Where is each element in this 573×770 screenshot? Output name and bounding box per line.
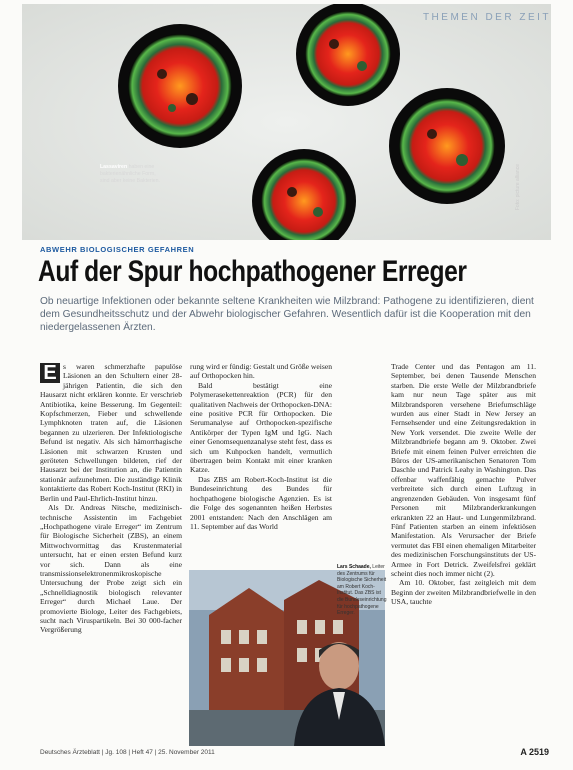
paragraph: Bald bestätigt eine Polymerasekettenreaktion (PCR) für den qualitativen Nachweis der Orthopocken-DNA: eine positive PCR für Orthopocken. Die Serumanalyse auf Orthopocken-spezifische Antikörper der Typen IgM und IgG. Nach einer Genomsequenzanalyse steht fest, dass es sich um Kuhpocken handelt, vermutlich übertragen beim Kontakt mit einer kranken Katze. xyxy=(190,380,332,475)
paragraph: Am 10. Oktober, fast zeitgleich mit dem Beginn der zweiten Milzbrandbriefwelle in den USA, tauchte xyxy=(391,578,536,607)
article-column-3 xyxy=(391,362,536,607)
photo-caption xyxy=(337,564,387,617)
virus-particle-icon xyxy=(389,88,505,204)
virus-micrograph xyxy=(22,4,551,240)
page-number: A 2519 xyxy=(520,747,549,757)
article-title: Auf der Spur hochpathogener Erreger xyxy=(38,255,467,288)
paragraph: Das ZBS am Robert-Koch-Institut ist die Bundeseinrichtung des Bundes für hochpathogene biologische Agenzien. Es ist die Folge des sogenannten heißen Herbstes 2001 entstanden: Nach den Anschlägen am 11. September auf das World xyxy=(190,474,332,531)
hero-caption-bold: Lassaviren xyxy=(100,164,128,170)
article-column-2 xyxy=(190,362,332,531)
article-column-1 xyxy=(40,362,182,635)
virus-particle-icon xyxy=(296,4,400,106)
hero-image xyxy=(22,4,551,240)
paragraph: Trade Center und das Pentagon am 11. September, bei denen Tausende Menschen starben. Die erste Welle der Milzbrandbriefe kam nur neun Tage später aus mit Milzbrandsporen versehene Briefumschläge wurden aus einer Stadt in New Jersey an Fernsehsender und eine Zeitungsredaktion in New York versendet. Die zweite Welle der Milzbrandbriefe begann am 9. Oktober. Zwei Briefe mit einem feinen Pulver erreichten die Büros der US-amerikanischen Senatoren Tom Daschle und Patrick Leahy in Washington. Das offenbar waffenfähig gemachte Pulver verbreitete sich durch einen Luftzug in angrenzenden Gebäuden. Von insgesamt fünf Personen mit Milzbranderkrankungen erkrankten 22 an Haut- und Lungenmilzbrand. Fünf Patienten starben an einem infektiösen Manifestation. Als Verursacher der Briefe vermutet das FBI einen ehemaligen Mitarbeiter des medizinischen Forschungsinstituts der US-Armee in Fort Detrick. Zweifelsfrei geklärt scheint dies noch immer nicht (2). xyxy=(391,362,536,578)
article-kicker: ABWEHR BIOLOGISCHER GEFAHREN xyxy=(40,245,195,254)
article-lead: Ob neuartige Infektionen oder bekannte seltene Krankheiten wie Milzbrand: Pathogene zu identifizieren, dient dem Gesundheitsschutz und der Abwehr biologischer Gefahren. Wesentlich dafür ist die Kooperation mit den niedergelassenen Ärzten. xyxy=(40,296,534,333)
paragraph: rung wird er fündig: Gestalt und Größe weisen auf Orthopocken hin. xyxy=(190,362,332,381)
section-tag: THEMEN DER ZEIT xyxy=(422,12,551,23)
virus-particle-icon xyxy=(118,24,242,148)
paragraph: Als Dr. Andreas Nitsche, medizinisch-technische Assistentin im Fachgebiet „Hochpathogene virale Erreger“ im Zentrum für Biologische Sicherheit (ZBS), an einem Mittwochvormittag das Krustenmaterial untersucht, hat er einen ersten Befund kurz vor sich. Dann als eine transmissionselektronenmikroskopische Untersuchung der Probe zeigt sich ein „Schnelldiagnostik biologisch relevanter Erreger“ durch Michael Laue. Der promovierte Biologe, Leiter des Fachgebiets, sucht nach Viruspartikeln. Bei 30 000-facher Vergrößerung xyxy=(40,503,182,635)
hero-caption-text: haben eine bakterienähnliche Form, sind aber keine Bakterien. xyxy=(100,164,160,184)
paragraph: s waren schmerzhafte papulöse Läsionen an den Schultern einer 28-jährigen Patientin, die sich den Hausarzt nicht erklären konnte. Er verschrieb Antibiotika, keine Besserung. Im Gegenteil: Kopfschmerzen, Fieber und schwellende Lymphknoten traten auf, die Läsionen begannen zu ulzerieren. Der Infektiologische Befund ist negativ. Als sich hämorrhagische Läsionen mit schwarzen Krusten und geröteten Schwellungen bildeten, rief der Hausarzt bei der Institution an, die Patientin stationär aufzunehmen. Die zuständige Klinik kontaktierte das Robert Koch-Institut (RKI) in Berlin und Paul-Ehrlich-Institut hinzu. xyxy=(40,362,182,503)
photo-credit: Foto: picture alliance xyxy=(515,164,521,211)
photo-caption-bold: Lars Schaade, xyxy=(337,564,371,570)
photo-caption-text: Leiter des Zentrums für Biologische Sicherheit am Robert Koch-Institut. Das ZBS ist die Bundeseinrichtung für hochpathogene Erreger. xyxy=(337,564,387,617)
page-footer: Deutsches Ärzteblatt | Jg. 108 | Heft 47 | 25. November 2011 xyxy=(40,749,215,756)
drop-cap: E xyxy=(40,363,60,383)
hero-caption xyxy=(100,164,166,184)
